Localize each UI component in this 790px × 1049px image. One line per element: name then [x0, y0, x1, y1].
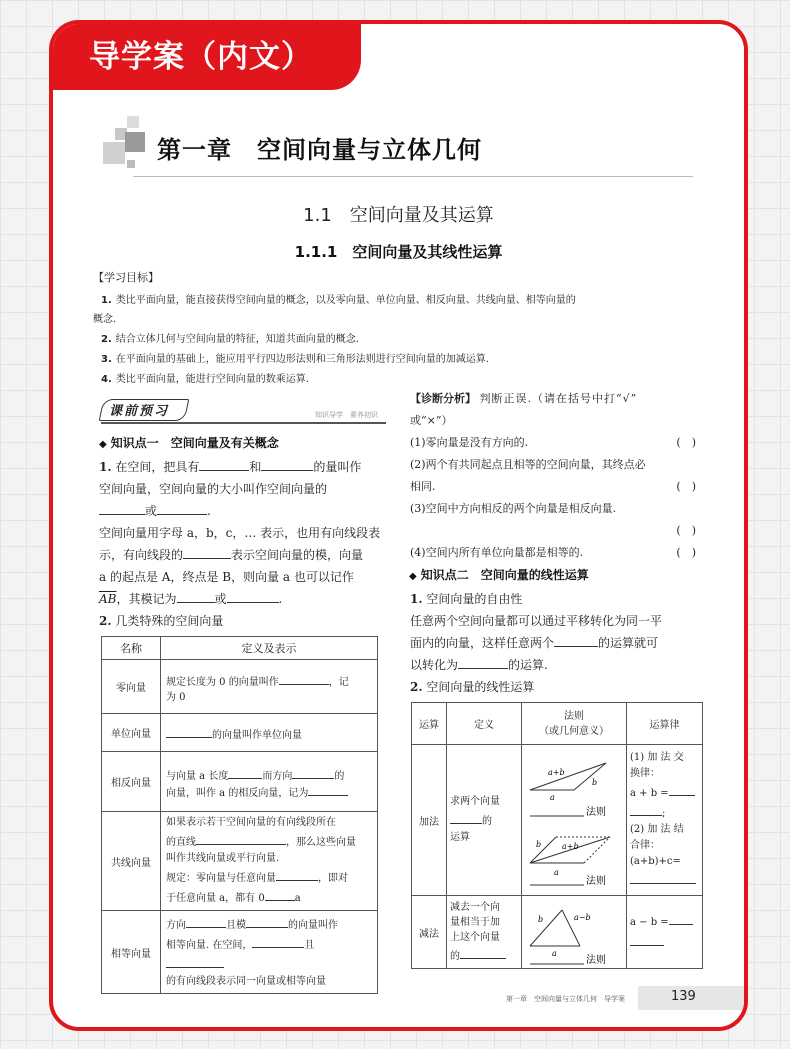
page-card [49, 20, 748, 1031]
decorative-square [127, 116, 139, 128]
kp1-title: ◆ 知识点一 空间向量及有关概念 [99, 436, 279, 450]
preview-label-text: 课前预习 [109, 404, 170, 419]
svg-text:a−b: a−b [574, 913, 591, 922]
banner-title: 导学案（内文） [53, 24, 361, 90]
svg-text:b: b [536, 840, 542, 849]
svg-text:法则: 法则 [586, 807, 606, 818]
preview-tags: 知识导学 素养初识 [315, 411, 378, 419]
decorative-square [103, 142, 125, 164]
objective-item: 1. 类比平面向量，能直接获得空间向量的概念，以及零向量、单位向量、相反向量、共线向量、相等向量的 [101, 295, 576, 306]
decorative-square [127, 160, 135, 168]
section-title: 1.1 空间向量及其运算 [303, 205, 494, 226]
table-row: 相反向量 与向量 a 长度 而方向 的 向量，叫作 a 的相反向量，记为 [102, 752, 378, 812]
svg-text:a+b: a+b [562, 842, 579, 851]
svg-text:a+b: a+b [548, 768, 565, 777]
table-row: 加法 求两个向量 的 运算 a+b b a b a+b a 法则 法则 (1) 加 法 交 换律： a + b = ; (2) 加 法 结 合律： (a+b)+c= [412, 745, 703, 896]
diamond-icon: ◆ [99, 439, 107, 450]
subtraction-diagram [522, 896, 620, 968]
diagnosis-section: 【诊断分析】 判断正误.（请在括号中打“√” 或“×”） (1)零向量是没有方向的. ( ) (2)两个有共同起点且相等的空间向量，其终点必 相同. ( ) (3)空间中方向相反的两个向量是相反向量. ( ) (4)空间内所有单位向量都是相等的. ( ) [410, 388, 704, 564]
linear-operations-table [411, 702, 703, 969]
kp2-title: ◆ 知识点二 空间向量的线性运算 [409, 568, 589, 582]
table-row: 减法 减去一个向 量相当于加 上这个向量 的 b a−b a 法则 a − b = [412, 896, 703, 969]
table-row: 零向量 规定长度为 0 的向量叫作 ，记 为 0 [102, 660, 378, 714]
preview-rule [101, 422, 386, 424]
table-row: 共线向量 如果表示若干空间向量的有向线段所在 的直线 ，那么这些向量 叫作共线向量或平行向量. 规定：零向量与任意向量 ，即对 于任意向量 a，都有 0 a [102, 812, 378, 911]
decorative-square [125, 132, 145, 152]
special-vectors-table [101, 636, 378, 994]
svg-text:法则: 法则 [586, 955, 606, 966]
kp1-paragraph-1: 1. 在空间，把具有 和 的量叫作 空间向量，空间向量的大小叫作空间向量的 或 . [99, 456, 389, 522]
table-header: 定义 [447, 703, 522, 745]
svg-text:a: a [554, 868, 559, 877]
table-header: 法则 （或几何意义） [522, 703, 627, 745]
addition-diagram [522, 745, 620, 895]
kp1-paragraph-3: 2. 几类特殊的空间向量 [99, 614, 224, 628]
svg-text:法则: 法则 [586, 876, 606, 887]
objective-item: 3. 在平面向量的基础上，能应用平行四边形法则和三角形法则进行空间向量的加减运算. [101, 354, 489, 365]
page-number: 139 [671, 989, 696, 1004]
svg-text:a: a [550, 793, 555, 802]
objective-item: 概念. [93, 314, 117, 325]
footer-text: 第一章 空间向量与立体几何 导学案 [506, 995, 625, 1003]
table-row: 单位向量 的向量叫作单位向量 [102, 714, 378, 752]
svg-text:b: b [592, 778, 598, 787]
diagnosis-item: (2)两个有共同起点且相等的空间向量，其终点必 [410, 458, 646, 471]
svg-text:a: a [552, 949, 557, 958]
table-header: 名称 [102, 637, 161, 660]
objective-item: 2. 结合立体几何与空间向量的特征，知道共面向量的概念. [101, 334, 359, 345]
chapter-divider [133, 176, 693, 177]
diagnosis-item: (4)空间内所有单位向量都是相等的. ( ) [410, 546, 696, 559]
kp1-paragraph-2: 空间向量用字母 a，b，c，… 表示，也用有向线段表 示，有向线段的 表示空间向量的模，向量 a 的起点是 A，终点是 B，则向量 a 也可以记作 $\overline{AB}$，其模记为 或 . [99, 526, 381, 606]
kp2-paragraph: 1. 空间向量的自由性 任意两个空间向量都可以通过平移转化为同一平 面内的向量，这样任意两个 的运算就可 以转化为 的运算. 2. 空间向量的线性运算 [410, 592, 663, 694]
vector-b-arrow [574, 763, 606, 790]
diamond-icon: ◆ [409, 571, 417, 582]
diagnosis-item: (3)空间中方向相反的两个向量是相反向量. [410, 502, 617, 515]
objective-item: 4. 类比平面向量，能进行空间向量的数乘运算. [101, 374, 309, 385]
chapter-title: 第一章 空间向量与立体几何 [157, 136, 482, 164]
svg-text:b: b [538, 915, 544, 924]
objectives-heading: 【学习目标】 [93, 271, 159, 284]
table-header: 定义及表示 [161, 637, 378, 660]
diagnosis-item: (1)零向量是没有方向的. ( ) [410, 436, 696, 449]
table-header: 运算律 [627, 703, 703, 745]
subsection-title: 1.1.1 空间向量及其线性运算 [294, 243, 503, 261]
table-row: 相等向量 方向 且模 的向量叫作 相等向量. 在空间， 且 的有向线段表示同一向量或相等向量 [102, 911, 378, 994]
vector-b-arrow [530, 910, 562, 946]
table-header: 运算 [412, 703, 447, 745]
